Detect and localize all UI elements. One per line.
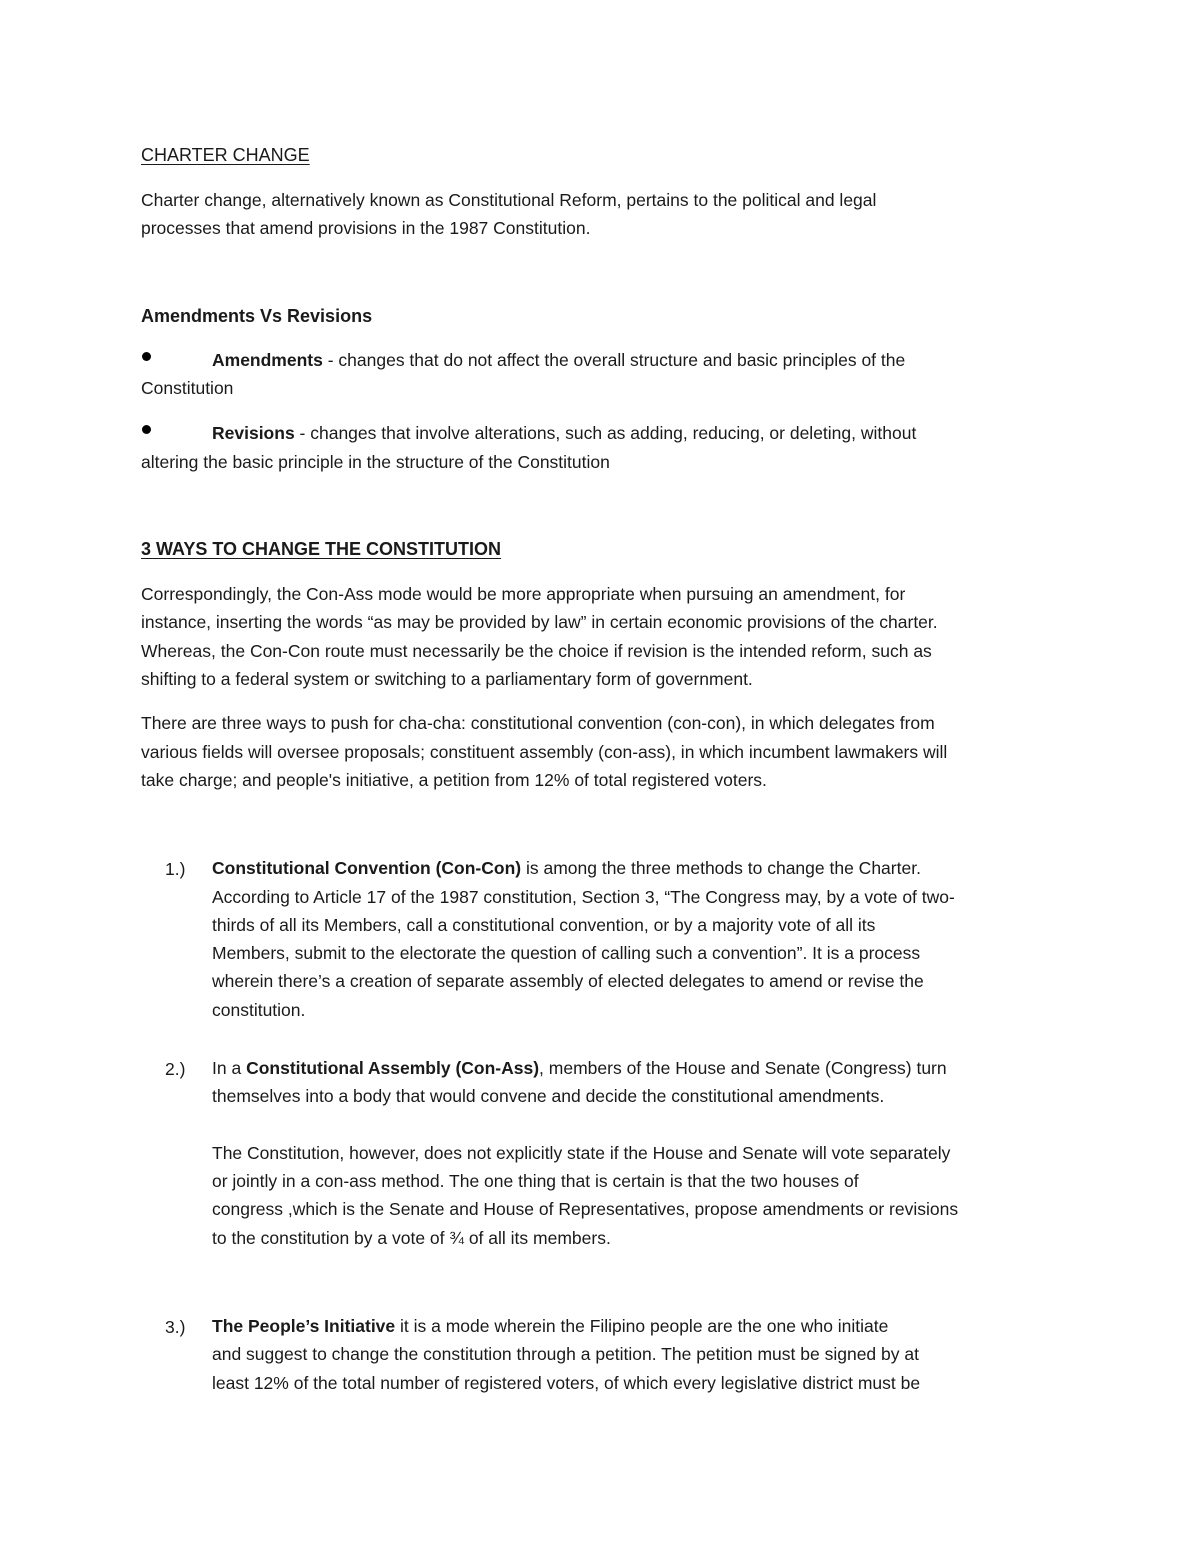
term-revisions: Revisions xyxy=(212,423,295,443)
revisions-desc-line-2: altering the basic principle in the structure of the Constitution xyxy=(141,452,610,472)
bullet-amendments xyxy=(212,346,905,375)
amendments-desc: - changes that do not affect the overall structure and basic principles of the xyxy=(322,350,906,370)
amend-vs-rev-heading: Amendments Vs Revisions xyxy=(141,306,373,326)
para1-line: instance, inserting the words “as may be provided by law” in certain economic provisions of the charter. xyxy=(141,612,938,632)
item1-first-line xyxy=(212,854,921,883)
para1-line: Whereas, the Con-Con route must necessarily be the choice if revision is the intended reform, such as xyxy=(141,641,932,661)
item1-line: thirds of all its Members, call a constitutional convention, or by a majority vote of all its xyxy=(212,915,876,935)
para1-line: shifting to a federal system or switching to a parliamentary form of government. xyxy=(141,669,753,689)
para2-line: take charge; and people's initiative, a petition from 12% of total registered voters. xyxy=(141,770,767,790)
item2-para-line: congress ,which is the Senate and House of Representatives, propose amendments or revisions xyxy=(212,1199,959,1219)
item3-first-line xyxy=(212,1312,888,1341)
intro-line-1: Charter change, alternatively known as Constitutional Reform, pertains to the political and legal xyxy=(141,190,877,210)
doc-title: CHARTER CHANGE xyxy=(141,145,310,165)
para2-line: There are three ways to push for cha-cha: constitutional convention (con-con), in which delegates from xyxy=(141,713,935,733)
ways-heading: 3 WAYS TO CHANGE THE CONSTITUTION xyxy=(141,539,502,559)
bullet-revisions xyxy=(212,419,916,448)
item1-line: constitution. xyxy=(212,1000,306,1020)
term-con-ass: Constitutional Assembly (Con-Ass) xyxy=(246,1058,540,1078)
term-amendments: Amendments xyxy=(212,350,323,370)
list-number-1: 1.) xyxy=(165,859,186,879)
term-peoples-initiative: The People’s Initiative xyxy=(212,1316,396,1336)
item2-first-line xyxy=(212,1054,947,1083)
intro-line-2: processes that amend provisions in the 1987 Constitution. xyxy=(141,218,591,238)
item2-rest: , members of the House and Senate (Congress) turn xyxy=(539,1058,947,1078)
item2-para-line: to the constitution by a vote of ¾ of all its members. xyxy=(212,1228,611,1248)
item1-rest: is among the three methods to change the Charter. xyxy=(521,858,921,878)
item1-line: Members, submit to the electorate the question of calling such a convention”. It is a process xyxy=(212,943,921,963)
item2-para-line: or jointly in a con-ass method. The one thing that is certain is that the two houses of xyxy=(212,1171,859,1191)
term-con-con: Constitutional Convention (Con-Con) xyxy=(212,858,522,878)
item3-rest: it is a mode wherein the Filipino people are the one who initiate xyxy=(395,1316,889,1336)
item3-line: least 12% of the total number of registered voters, of which every legislative district must be xyxy=(212,1373,921,1393)
item2-pre: In a xyxy=(212,1058,247,1078)
item3-line: and suggest to change the constitution through a petition. The petition must be signed by at xyxy=(212,1344,919,1364)
list-number-3: 3.) xyxy=(165,1317,186,1337)
para2-line: various fields will oversee proposals; constituent assembly (con-ass), in which incumbent lawmakers will xyxy=(141,742,948,762)
item1-line: wherein there’s a creation of separate assembly of elected delegates to amend or revise the xyxy=(212,971,924,991)
bullet-icon xyxy=(142,352,151,361)
item1-line: According to Article 17 of the 1987 constitution, Section 3, “The Congress may, by a vote of two- xyxy=(212,887,955,907)
para1-line: Correspondingly, the Con-Ass mode would be more appropriate when pursuing an amendment, for xyxy=(141,584,906,604)
item2-line: themselves into a body that would convene and decide the constitutional amendments. xyxy=(212,1086,885,1106)
list-number-2: 2.) xyxy=(165,1059,186,1079)
bullet-icon xyxy=(142,425,151,434)
amendments-desc-line-2: Constitution xyxy=(141,378,234,398)
item2-para-line: The Constitution, however, does not explicitly state if the House and Senate will vote separately xyxy=(212,1143,951,1163)
revisions-desc: - changes that involve alterations, such as adding, reducing, or deleting, without xyxy=(294,423,917,443)
